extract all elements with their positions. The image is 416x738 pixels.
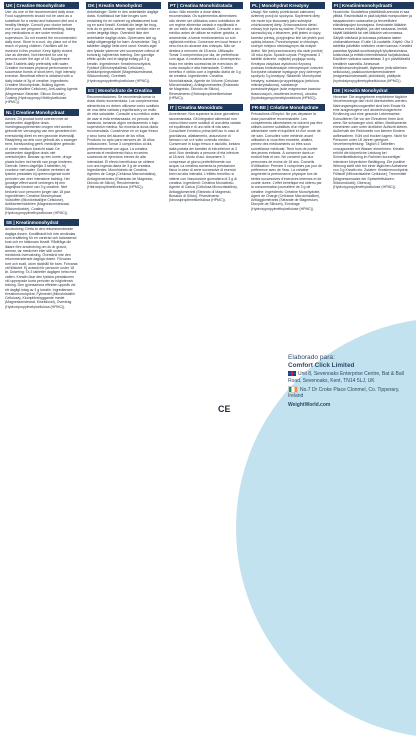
section-header: SE | Kreatinmonohydrat xyxy=(4,219,79,226)
section-header: FI | Kreatiinimonohydraatti xyxy=(332,2,414,9)
distributor-title: Elaborado para: xyxy=(288,354,335,361)
distributor-company: Comfort Click Limited xyxy=(288,361,355,369)
section-body: Avvertenze: Non superare la dose giornaliera raccomandata. Gli integratori alimentari non vanno intesi come sostituti di una dieta variata ed equilibrata e di uno stile di vita sano. Consultare il medico prima dell'uso in caso di gravidanza, allattamento, assunzione di farmaci o se si è sotto controllo medico. Conservare in luogo fresco e asciutto, lontano dalla portata dei bambini di età inferiore ai 3 anni. Non destinato a persone di età inferiore ai 18 anni. Modo d'uso: Assumere 3 compresse al giorno preferibilmente con acqua. La creatina aumenta la prestazione fisica in caso di serie successive di esercizi brevi ad alta intensità. L'effetto benefico si ottiene con l'assunzione giornaliera di 3 g di creatina. Ingredienti: Creatina Monoidrato, Agente di Carica (Cellulosa Microcristallina), Antiagglomeranti (Stearato di Magnesio, Biossido di Silicio), Rivestimento (Idrossipropilmetilcellulosa (HPMC)). xyxy=(169,112,241,203)
section-header: DE | Kreatin Monohydrat xyxy=(332,87,414,94)
uk-address-text: Unit 8, Sevenoaks Enterprise Centre, Bat & Ball Road, Sevenoaks, Kent, TN14 5LJ, UK xyxy=(288,371,404,384)
section-header: NL | Creatine Monohydraat xyxy=(4,109,79,116)
uk-flag-icon xyxy=(288,371,296,376)
language-section xyxy=(168,104,243,202)
section-header: DK | Kreatin Monohydrat xyxy=(86,2,161,9)
section-body: Recomendaciones: Se recomienda tomar la dosis diaria recomendada. Los complementos alimenticios no deben utilizarse como sustituto de una dieta variada y equilibrada y un estilo de vida saludable. Consulte a su médico antes de usar si está embarazada, en período de lactancia, tomando algún medicamento o bajo supervisión médica. No exceda la dosis diaria recomendada. Consérvese en un lugar fresco y seco fuera del alcance de los niños. Producto no apto para menores de 18 años. Indicaciones: Tomar 3 comprimidos al día, preferentemente con agua. La creatina aumenta el rendimiento físico en series sucesivas de ejercicios breves de alta intensidad. El efecto beneficioso se obtiene con una ingesta diaria de 3 g de creatina. Ingredientes: Monohidrato de Creatina, Agentes de Carga (Celulosa Microcristalina), Antiaglomerantes (Estearato de Magnesio, Dióxido de Silicio), Recubrimiento (Hidroxipropilmetilcelulosa (HPMC)). xyxy=(87,95,160,190)
label-column-1 xyxy=(4,2,79,414)
section-body: Hinweise: Die angegebene empfohlene tägliche Verzehrsmenge darf nicht überschritten werden. Nahrungsergänzungsmittel sind kein Ersatz für eine ausgewogene und abwechslungsreiche Ernährung und eine gesunde Lebensweise. Konsultieren Sie vor der Einnahme Ihren Arzt, wenn Sie schwanger sind, stillen, Medikamente einnehmen oder unter ärztlicher Aufsicht stehen. Außerhalb der Reichweite von kleinen Kindern aufbewahren. Kühl und trocken lagern. Nicht für Personen unter 18 Jahren geeignet. Verzehrempfehlung: Täglich 3 Tabletten vorzugsweise mit Wasser einnehmen. Kreatin erhöht die körperliche Leistung bei Schnellkrafttraining im Rahmen kurzzeitiger intensiver körperlicher Betätigung. Die positive Wirkung stellt sich bei einer täglichen Aufnahme von 3 g Kreatin ein. Zutaten: Kreatinmonohydrat, Füllstoff (Mikrokristalline Cellulose), Trennmittel (Magnesiumsalze der Speisefettsäuren, Siliciumdioxid), Überzug (Hydroxypropylmethylcellulose (HPMC)). xyxy=(333,95,409,190)
label-column-2 xyxy=(86,2,161,414)
language-section xyxy=(250,104,325,211)
language-section xyxy=(86,2,161,83)
language-section xyxy=(332,2,414,83)
section-header: FR-BE | Créatine Monohydrate xyxy=(250,104,325,111)
section-header: PT | Creatina Monohidratada xyxy=(168,2,243,9)
section-body: Anbefalinger: Dette er den anbefalede daglige dosis. Kosttilskud bør ikke bruges som erstatning for en varieret og afbalanceret kost og en sund livsstil. Kontakt din læge før brug, hvis du er gravid, ammer, tager medicin eller er under lægeligt tilsyn. Overskrid ikke den anbefalede daglige dosis. Opbevares tørt og køligt utilgængeligt for børn. Anvendelse: Tag 3 tabletter dagligt helst med vand. Kreatin øger den fysiske ydeevne ved successive udbrud af kortvarig, højintensiv træning. Den gavnlige effekt opnås ved et dagligt indtag på 3 g kreatin. Ingredienser: Kreatinmonohydrat, Fyldstof (Mikrokrystallinsk Cellulose), Antiklumpningsmiddel (Magnesiumstearat, Siliciumdioxid), Overtræk (Hydroxypropylmethylcellulose (HPMC)). xyxy=(87,10,160,83)
language-section xyxy=(168,2,243,100)
section-body: Advies: Dit product komt overeen met de aanbevolen dagelijkse dosis. Voedingssupplementen mogen niet worden gebruikt ter vervanging van een gevarieerd en evenwichtig dieet en een gezonde levensstijl. Raadpleeg uw arts voor gebruik als u zwanger bent, borstvoeding geeft, medicijnen gebruikt of onder medisch toezicht staat. De aanbevolen dagelijkse dosis niet overschrijden. Bewaar op een koele, droge plaats buiten het bereik van jonge kinderen. Gebruik: Neem dagelijks 3 tabletten, bij voorkeur met water. Creatine verbetert de fysieke prestaties bij opeenvolgende korte perioden van zeer intensieve training. Het gunstige effect wordt verkregen bij een dagelijkse inname van 3 g creatine. Niet bedoeld voor personen jonger dan 18 jaar. Ingrediënten: Creatine Monohydraat, Vulstoffen (Microkristallijne Cellulose), Antiklontermiddelen (Magnesiumstearaat, Siliciumdioxide), Coating (Hydroxypropylmethylcellulose (HPMC)). xyxy=(5,116,77,216)
section-body: Précautions d'Emploi: Ne pas dépasser la dose journalière recommandée. Les compléments alimentaires ne doivent pas être utilisés comme substituts d'un régime alimentaire varié et équilibré et d'un mode de vie sain. Consultez votre médecin avant utilisation si vous êtes enceinte, allaitez, prenez des médicaments ou êtes sous surveillance médicale. Tenir hors de portée des jeunes enfants. À conserver dans un endroit frais et sec. Ne convient pas aux personnes de moins de 18 ans. Conseils d'Utilisation: Prendre 3 comprimés par jour de préférence avec de l'eau. La créatine augmente la performance physique lors de séries successives d'exercices intenses et de courte durée. L'effet bénéfique est obtenu par la consommation journalière de 3 g de créatine. Ingrédients: Créatine Monohydrate, Agent de Charge (Cellulose Microcristalline), Antiagglomérants (Stéarate de Magnésium, Dioxyde de Silicium), Enrobage (Hydroxypropylméthylcellulose (HPMC)). xyxy=(251,112,323,211)
section-body: Use: As one of the recommended daily dose. Food supplements should not be used as a substitute for a varied and balanced diet and a healthy lifestyle. Consult your doctor before use if you are pregnant, breastfeeding, taking any medications or are under medical supervision. Do not exceed the recommended daily dose. Store in a cool, dry place out of the reach of young children. Facilities will be involved in this product. Keep tightly closed. Use as directed. Not intended for use by persons under the age of 18. Supplement: Take 3 tablets daily preferably with water. Creatine increases physical performance in successive bursts of short-term, high intensity exercise. Beneficial effect is obtained with a daily intake of 3g of creatine. Ingredients: Creatine Monohydrate, Bulking Agents (Microcrystalline Cellulose), Anti-caking Agents (Magnesium Stearate, Silicon Dioxide), Coating (Hydroxypropyl Methylcellulose (HPMC)). xyxy=(5,10,78,105)
ce-mark: CE xyxy=(218,404,231,414)
section-body: Huomioita: Suositeltua päivittäistä annosta ei saa ylittää. Ravintolisää ei pidä käyttää monipuolisen ja tasapainoisen ruokavalion ja terveellisten elämäntapojen korvaajana. Keskustele lääkärin kanssa ennen käyttöä, jos olet raskaana, imetät, käytät lääkkeitä tai olet lääkärin valvonnassa. Säilytä viileässä ja kuivassa paikassa lasten ulottumattomissa. Ei alle 18-vuotiaille. Käyttö: Ota 3 tablettia päivittäin mieluiten veden kanssa. Kreatiini parantaa fyysistä suorituskykyä lyhytkestoisissa, toistuvissa ja erittäin intensiivisissä harjoituksissa. Edullinen vaikutus saavutetaan 3 g:n päivittäisellä kreatiinin saannilla. Ainesosat: Kreatiinimonohydraatti, täyteaine (mikrokiteinen selluloosa), paakkuuntumisenestoaineet (magnesiumstearaatti, piidioksidi), päällyste (hydroksipropyylimetyyliselluloosa (HPMC)). xyxy=(333,10,413,83)
language-section xyxy=(250,2,325,100)
ireland-flag-icon xyxy=(288,386,298,393)
distributor-block xyxy=(288,354,416,408)
language-section xyxy=(4,219,79,309)
section-header: UK | Creatine Monohydrate xyxy=(4,2,79,9)
language-section xyxy=(4,109,79,216)
label-column-4 xyxy=(250,2,325,414)
section-body: Aviso: Não exceder a dose diária recomendada. Os suplementos alimentares não devem ser utilizados como substitutos de um regime alimentar variado e equilibrado e de um estilo de vida saudável. Consulte o seu médico antes de utilizar se estiver grávida, a amamentar, a tomar medicamentos ou sob vigilância médica. Conservar em local fresco e seco fora do alcance das crianças. Não se destina a menores de 18 anos. Utilização: Tomar 3 comprimidos por dia, de preferência com água. A creatina aumenta o desempenho físico em séries sucessivas de exercícios de curta duração e alta intensidade. O efeito benéfico é obtido com a ingestão diária de 3 g de creatina. Ingredientes: Creatina Monohidratada, Agente de Volume (Celulose Microcristalina), Antiaglomerantes (Estearato de Magnésio, Dióxido de Silício), Revestimento (Hidroxipropilmetilcelulose (HPMC)). xyxy=(169,10,242,100)
ie-address-text: No.7 Dr Croke Place Clonmel, Co. Tipperary, Ireland xyxy=(288,386,400,400)
section-body: Användning: Detta är den rekommenderade dagliga dosen. Kosttillskott bör inte användas som ersättning för en varierad och balanserad kost och en hälsosam livsstil. Rådfråga din läkare före användning om du är gravid, ammar, tar mediciner eller står under medicinsk övervakning. Överskrid inte den rekommenderade dagliga dosen. Förvaras torrt och svalt, utom räckhåll för barn. Förvaras väl tillslutet. Ej avsedd för personer under 18 år. Dosering: Ta 3 tabletter dagligen helst med vatten. Kreatin ökar den fysiska prestationen vid upprepade korta perioder av högintensiv träning. Den gynnsamma effekten uppnås vid ett dagligt intag av 3 g kreatin. Ingredienser: Kreatinmonohydrat, Fyllmedel (Mikrokristallin Cellulosa), Klumpförebyggande medel (Magnesiumstearat, Kiseldioxid), Överdrag (Hydroxipropylmetylcellulosa (HPMC)). xyxy=(5,227,78,309)
section-header: PL | Monohydrat Kreatyny xyxy=(250,2,325,9)
uk-address xyxy=(288,371,416,384)
language-section xyxy=(332,87,414,190)
website-link[interactable]: WeightWorld.com xyxy=(288,401,331,408)
language-section xyxy=(4,2,79,105)
language-section xyxy=(86,87,161,190)
section-header: ES | Monohidrato de Creatina xyxy=(86,87,161,94)
section-body: Uwagi: Nie należy przekraczać zalecanej dziennej porcji do spożycia. Suplement diety nie może być stosowany jako substytut zróżnicowanej diety. Zrównoważona dieta i zdrowy tryb życia są ważne. Przed użyciem skonsultuj się z lekarzem, jeśli jesteś w ciąży, karmisz piersią, przyjmujesz leki lub jesteś pod opieką lekarza. Przechowywać w chłodnym, suchym miejscu niedostępnym dla małych dzieci. Nie jest przeznaczony dla osób poniżej 18 roku życia. Sposób użycia: Przyjmować 3 tabletki dziennie, najlepiej popijając wodą. Kreatyna zwiększa wydolność fizyczną podczas krótkotrwałych intensywnych ćwiczeń. Korzystne działanie występuje przy dziennym spożyciu 3 g kreatyny. Składniki: Monohydrat kreatyny, substancja wypełniająca (celuloza mikrokrystaliczna), substancje przeciwzbrylające (sole magnezowe kwasów tłuszczowych, dwutlenek krzemu), otoczka (hydroksypropylometyloceluloza (HPMC)). xyxy=(251,10,324,100)
ie-address xyxy=(288,386,416,400)
section-header: IT | Creatina Monoidrato xyxy=(168,104,243,111)
label-column-3 xyxy=(168,2,243,414)
